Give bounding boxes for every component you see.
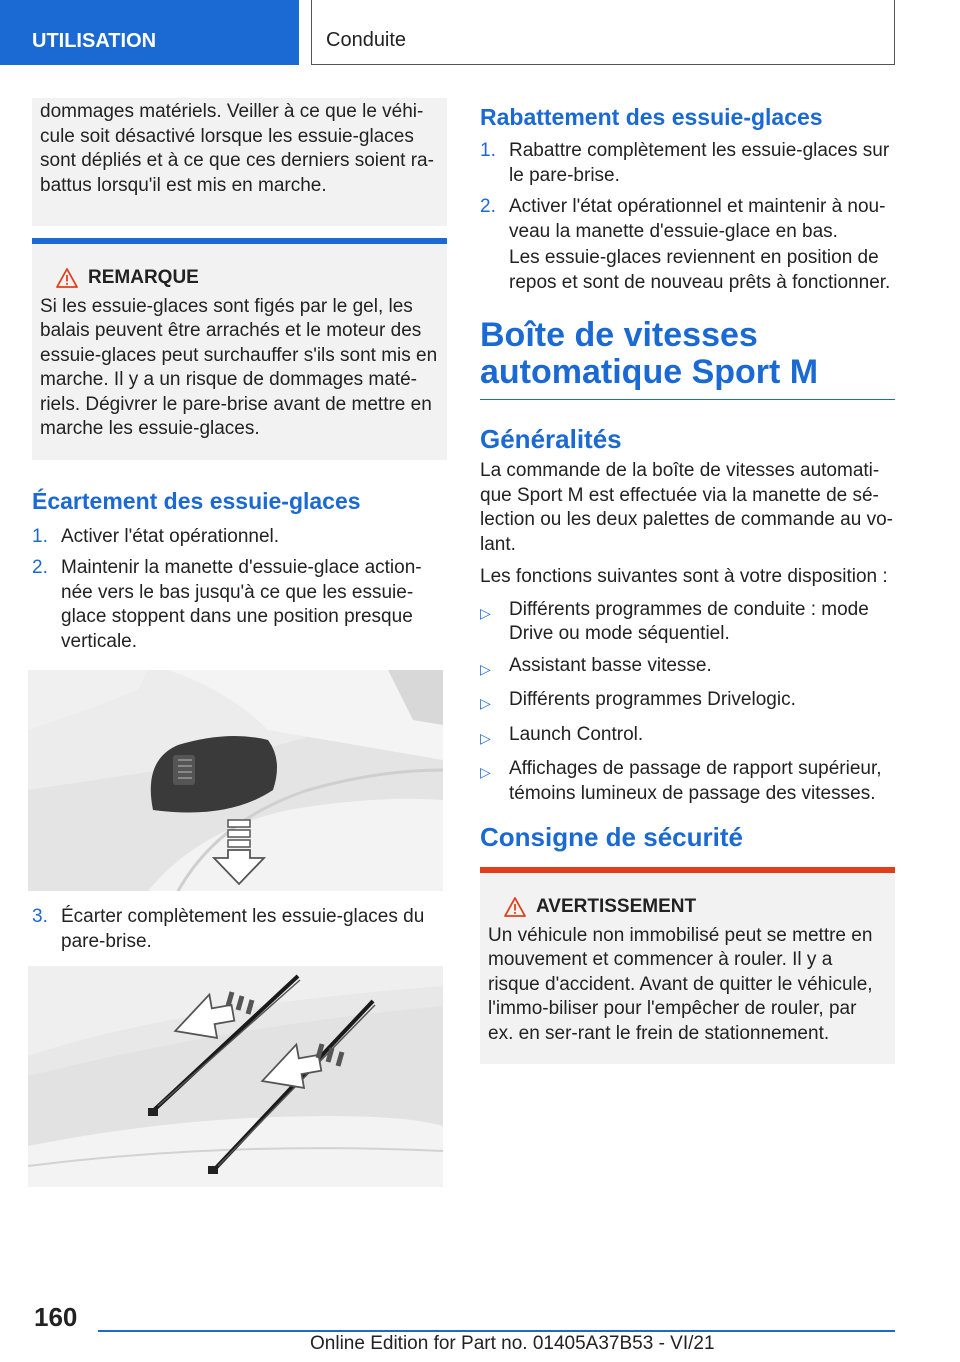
- step-number: 3.: [32, 906, 48, 927]
- wiper-stalk-image: [28, 670, 443, 891]
- section-tab: [0, 0, 299, 65]
- section-title: UTILISATION: [32, 30, 157, 52]
- generalites-heading: Généralités: [480, 424, 622, 454]
- list-item: [32, 905, 447, 954]
- ecartement-steps: [32, 525, 447, 655]
- avertissement-heading: [504, 895, 887, 920]
- bullet-text: Affichages de passage de rapport supérieur, témoins lumineux de passage des vitesses.: [509, 758, 882, 804]
- generalites-paragraph: La commande de la boîte de vitesses automati-que Sport M est effectuée via la manette de sé-lection ou les deux palettes de commande au vo-lant.: [480, 460, 893, 555]
- avertissement-title: AVERTISSEMENT: [536, 896, 697, 917]
- step-number: 2.: [32, 557, 48, 578]
- windshield-wipers-image: [28, 966, 443, 1187]
- remarque-title: REMARQUE: [88, 267, 199, 288]
- bullet-triangle-icon: ▷: [480, 660, 491, 677]
- bullet-triangle-icon: ▷: [480, 695, 491, 711]
- list-item: [480, 723, 895, 751]
- step-text: Maintenir la manette d'essuie-glace action-née vers le bas jusqu'à ce que les essuie-glace stoppent dans une position presque verticale.: [61, 557, 422, 652]
- step-text: Rabattre complètement les essuie-glaces sur le pare-brise.: [509, 140, 890, 186]
- functions-intro: Les fonctions suivantes sont à votre disposition :: [480, 566, 888, 587]
- bullet-triangle-icon: ▷: [480, 764, 491, 780]
- list-item: [480, 139, 895, 188]
- footer-divider: [98, 1330, 895, 1332]
- ecartement-heading: Écartement des essuie-glaces: [32, 487, 361, 514]
- warning-triangle-icon: [56, 268, 78, 288]
- step-text: Écarter complètement les essuie-glaces du pare-brise.: [61, 906, 425, 952]
- continued-note: [32, 98, 447, 226]
- list-item: [32, 525, 447, 550]
- wiper-stalk-illustration: [28, 670, 443, 891]
- rabattement-steps: [480, 139, 895, 244]
- list-item: [480, 195, 895, 244]
- bullet-text: Différents programmes de conduite : mode Drive ou mode séquentiel.: [509, 598, 869, 644]
- step-text: Activer l'état opérationnel.: [61, 525, 280, 547]
- list-item: [480, 757, 895, 806]
- bullet-text: Launch Control.: [509, 723, 644, 745]
- step-text: Activer l'état opérationnel et maintenir à nou-veau la manette d'essuie-glace en bas.: [509, 196, 886, 242]
- footer-edition: Online Edition for Part no. 01405A37B53 - VI/21: [310, 1333, 715, 1354]
- boite-heading: Boîte de vitesses automatique Sport M: [480, 317, 895, 400]
- securite-heading: Consigne de sécurité: [480, 822, 743, 852]
- functions-list: [480, 598, 895, 807]
- step-number: 1.: [480, 140, 496, 161]
- step-number: 2.: [480, 196, 496, 217]
- list-item: [480, 598, 895, 647]
- warning-triangle-icon: [504, 897, 526, 917]
- windshield-wipers-illustration: [28, 966, 443, 1187]
- remarque-heading: [56, 266, 439, 291]
- avertissement-text: Un véhicule non immobilisé peut se mettre en mouvement et commencer à rouler. Il y a risque d'accident. Avant de quitter le véhicule, l'immo-biliser pour l'empêcher de rouler, par ex. en ser-rant le frein de stationnement.: [488, 924, 873, 1044]
- bullet-text: Différents programmes Drivelogic.: [509, 689, 796, 710]
- bullet-text: Assistant basse vitesse.: [509, 654, 712, 676]
- list-item: [480, 654, 895, 682]
- avertissement-box: [480, 867, 895, 1064]
- right-column: [480, 98, 895, 1064]
- chapter-title: Conduite: [326, 29, 407, 51]
- remarque-text: Si les essuie-glaces sont figés par le gel, les balais peuvent être arrachés et le moteur des essuie-glaces peut surchauffer s'ils sont mis en marche. Il y a un risque de dommages maté-riels. Dégivrer le pare-brise avant de mettre en marche les essuie-glaces.: [40, 295, 438, 439]
- step-number: 1.: [32, 525, 48, 547]
- bullet-triangle-icon: ▷: [480, 729, 491, 746]
- remarque-box: [32, 238, 447, 460]
- left-column: [32, 98, 447, 1201]
- list-item: [32, 556, 447, 654]
- chapter-header: [311, 0, 895, 65]
- page-number: 160: [34, 1302, 78, 1332]
- bullet-triangle-icon: ▷: [480, 604, 491, 621]
- ecartement-step-3: [32, 905, 447, 954]
- list-item: [480, 688, 895, 716]
- rabattement-heading: Rabattement des essuie-glaces: [480, 104, 823, 130]
- continued-note-text: dommages matériels. Veiller à ce que le véhi-cule soit désactivé lorsque les essuie-glaces sont dépliés et à ce que ces derniers soient ra-battus lorsqu'il est mis en marche.: [40, 101, 434, 196]
- rabattement-step-2-detail: Les essuie-glaces reviennent en position de repos et sont de nouveau prêts à fonctionner.: [509, 247, 891, 293]
